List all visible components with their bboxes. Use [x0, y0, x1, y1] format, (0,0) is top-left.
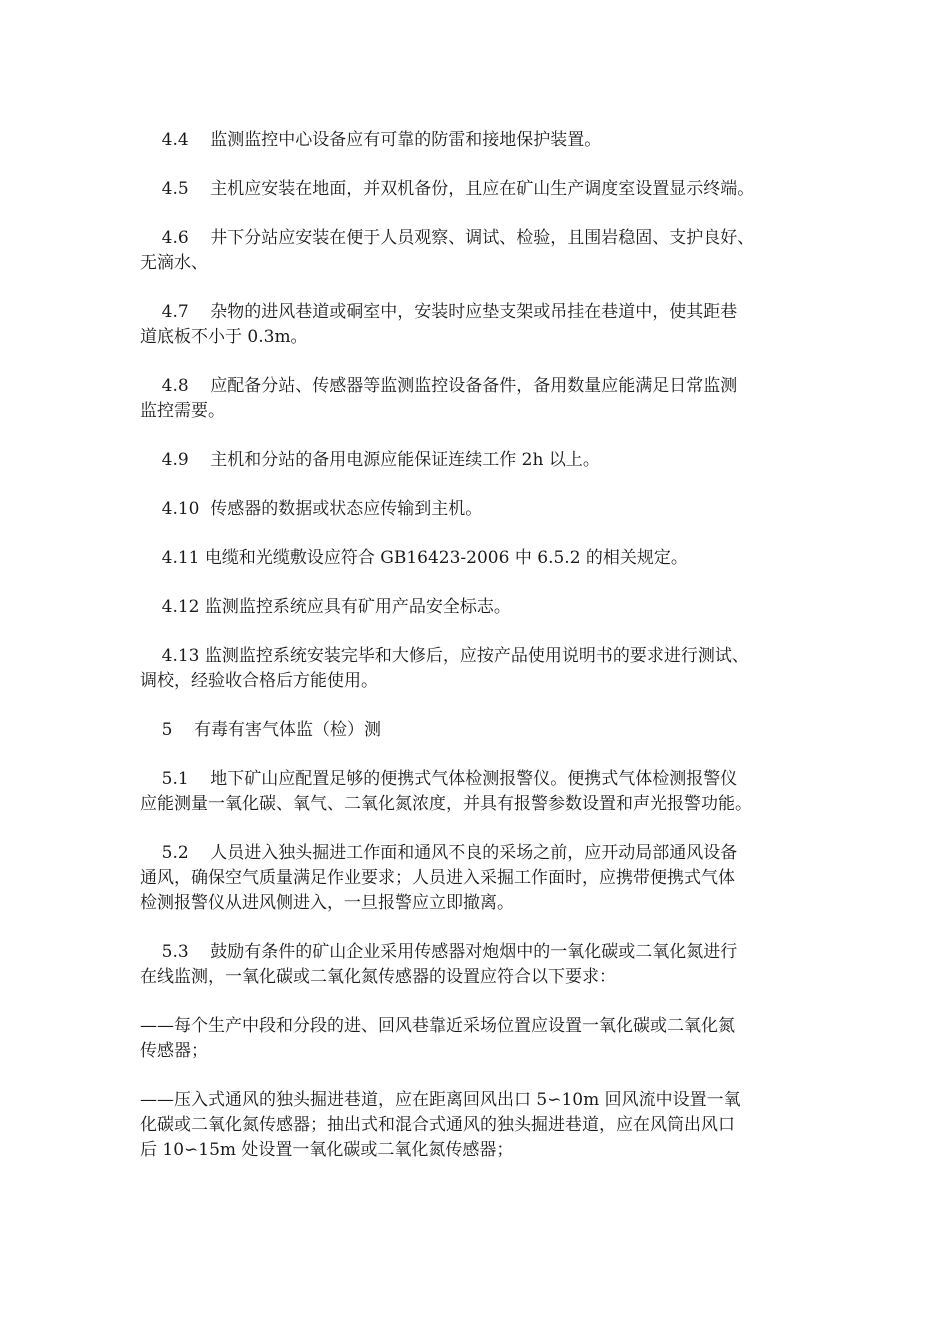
document-paragraph: [140, 718, 830, 743]
document-paragraph: [140, 1014, 830, 1064]
paragraph-line: 传感器；: [140, 1041, 208, 1061]
document-paragraph: [140, 595, 830, 620]
paragraph-line: 4.6 井下分站应安装在便于人员观察、调试、检验，且围岩稳固、支护良好、: [140, 228, 755, 248]
document-paragraph: [140, 497, 830, 522]
document-paragraph: [140, 546, 830, 571]
paragraph-line: 4.12 监测监控系统应具有矿用产品安全标志。: [140, 597, 511, 617]
document-paragraph: [140, 940, 830, 990]
paragraph-line: ——每个生产中段和分段的进、回风巷靠近采场位置应设置一氧化碳或二氧化氮: [140, 1016, 735, 1036]
paragraph-line: 检测报警仪从进风侧进入，一旦报警应立即撤离。: [140, 893, 514, 913]
paragraph-line: 4.7 杂物的进风巷道或硐室中，安装时应垫支架或吊挂在巷道中，使其距巷: [140, 302, 738, 322]
paragraph-line: 5.2 人员进入独头掘进工作面和通风不良的采场之前，应开动局部通风设备: [140, 843, 738, 863]
document-paragraph: [140, 767, 830, 817]
paragraph-line: 后 10∽15m 处设置一氧化碳或二氧化氮传感器；: [140, 1140, 514, 1160]
paragraph-line: 道底板不小于 0.3m。: [140, 327, 308, 347]
paragraph-line: 5.3 鼓励有条件的矿山企业采用传感器对炮烟中的一氧化碳或二氧化氮进行: [140, 942, 738, 962]
paragraph-line: 5.1 地下矿山应配置足够的便携式气体检测报警仪。便携式气体检测报警仪: [140, 769, 738, 789]
document-body: [140, 128, 830, 1187]
paragraph-line: 4.5 主机应安装在地面，并双机备份，且应在矿山生产调度室设置显示终端。: [140, 179, 755, 199]
document-paragraph: [140, 300, 830, 350]
document-paragraph: [140, 841, 830, 916]
paragraph-line: 5 有毒有害气体监（检）测: [140, 720, 382, 740]
paragraph-line: 无滴水、: [140, 253, 208, 273]
paragraph-line: 化碳或二氧化氮传感器；抽出式和混合式通风的独头掘进巷道，应在风筒出风口: [140, 1115, 735, 1135]
paragraph-line: 监控需要。: [140, 401, 225, 421]
document-paragraph: [140, 226, 830, 276]
paragraph-line: 应能测量一氧化碳、氧气、二氧化氮浓度，并具有报警参数设置和声光报警功能。: [140, 794, 752, 814]
document-paragraph: [140, 128, 830, 153]
paragraph-line: 4.9 主机和分站的备用电源应能保证连续工作 2h 以上。: [140, 450, 600, 470]
paragraph-line: 通风，确保空气质量满足作业要求；人员进入采掘工作面时，应携带便携式气体: [140, 868, 735, 888]
paragraph-line: 4.4 监测监控中心设备应有可靠的防雷和接地保护装置。: [140, 130, 602, 150]
document-paragraph: [140, 1088, 830, 1163]
document-paragraph: [140, 177, 830, 202]
paragraph-line: 在线监测，一氧化碳或二氧化氮传感器的设置应符合以下要求：: [140, 967, 616, 987]
paragraph-line: 4.10 传感器的数据或状态应传输到主机。: [140, 499, 483, 519]
document-paragraph: [140, 644, 830, 694]
paragraph-line: 调校，经验收合格后方能使用。: [140, 671, 378, 691]
paragraph-line: 4.11 电缆和光缆敷设应符合 GB16423-2006 中 6.5.2 的相关规定。: [140, 548, 688, 568]
document-paragraph: [140, 448, 830, 473]
paragraph-line: 4.13 监测监控系统安装完毕和大修后，应按产品使用说明书的要求进行测试、: [140, 646, 749, 666]
document-paragraph: [140, 374, 830, 424]
paragraph-line: 4.8 应配备分站、传感器等监测监控设备备件，备用数量应能满足日常监测: [140, 376, 738, 396]
paragraph-line: ——压入式通风的独头掘进巷道，应在距离回风出口 5∽10m 回风流中设置一氧: [140, 1090, 741, 1110]
